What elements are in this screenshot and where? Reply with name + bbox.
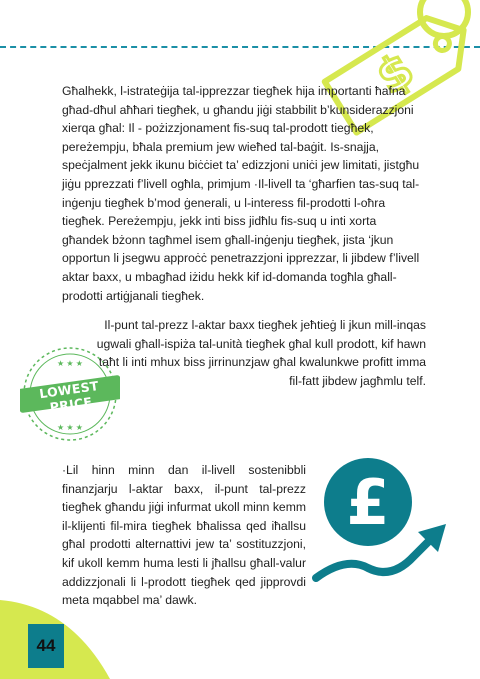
svg-text:★ ★ ★: ★ ★ ★ — [57, 423, 83, 432]
svg-text:$: $ — [367, 41, 423, 105]
badge-label: LOWEST PRICE — [38, 377, 100, 415]
body-paragraph-3: ·Lil hinn minn dan il-livell sostenibbli finanzjarju l-aktar baxx, il-punt tal-prezz tiegħek għandu jiġi infurmat ukoll minn kemm il-klijenti fil-mira tiegħek bħalissa qed iħallsu għal prodotti alternattivi jew ta’ sostituzzjoni, kif ukoll kemm huma lesti li jħallsu għall-valur addizzjonali li l-prodott tiegħek qed jipprovdi meta mqabbel ma’ dawk. — [62, 463, 306, 608]
corner-decoration — [0, 600, 480, 679]
body-paragraph-1: Għalhekk, l-istrateġija tal-ipprezzar tiegħek hija importanti ħafna għad-dħul aħħari tiegħek, u għandu jiġi stabbilit b’kunsiderazzjoni xierqa għal: Il - pożizzjonament fis-suq tal-prodott tiegħek, pereżempju, bħala premium jew wieħed tal-baġit. Is-snajja, speċjalment jekk ikunu biċċiet ta’ edizzjoni uniċi jew limitati, jistgħu jiġu pprezzati f’livell ogħla, primjum ·Il-livell ta ‘għarfien tas-suq tal-inġenju tiegħek b’mod ġenerali, u l-interess fil-prodotti l-oħra tiegħek. Pereżempju, jekk inti biss jidħlu fis-suq u inti xorta għandek bżonn tagħmel isem għall-inġenju tiegħek, jista ‘jkun opportun li jsegwu approċċ penetrazzjoni ipprezzar, li jibdew f’livell aktar baxx, u mbagħad iżidu hekk kif id-domanda togħla għall-prodotti artiġjanali tiegħek. — [62, 84, 420, 303]
body-paragraph-2: Il-punt tal-prezz l-aktar baxx tiegħek jeħtieġ li jkun mill-inqas ugwali għall-ispiża tal-unità tiegħek għal kull prodott, kif hawn taħt li inti mhux biss jirrinunzjaw għal kwalunkwe profitt imma fil-fatt jibdew jagħmlu telf. — [96, 318, 426, 388]
page-number: 44 — [28, 624, 64, 668]
pound-growth-icon — [306, 452, 466, 592]
svg-text:£: £ — [346, 466, 390, 539]
svg-text:★ ★ ★: ★ ★ ★ — [57, 359, 83, 368]
